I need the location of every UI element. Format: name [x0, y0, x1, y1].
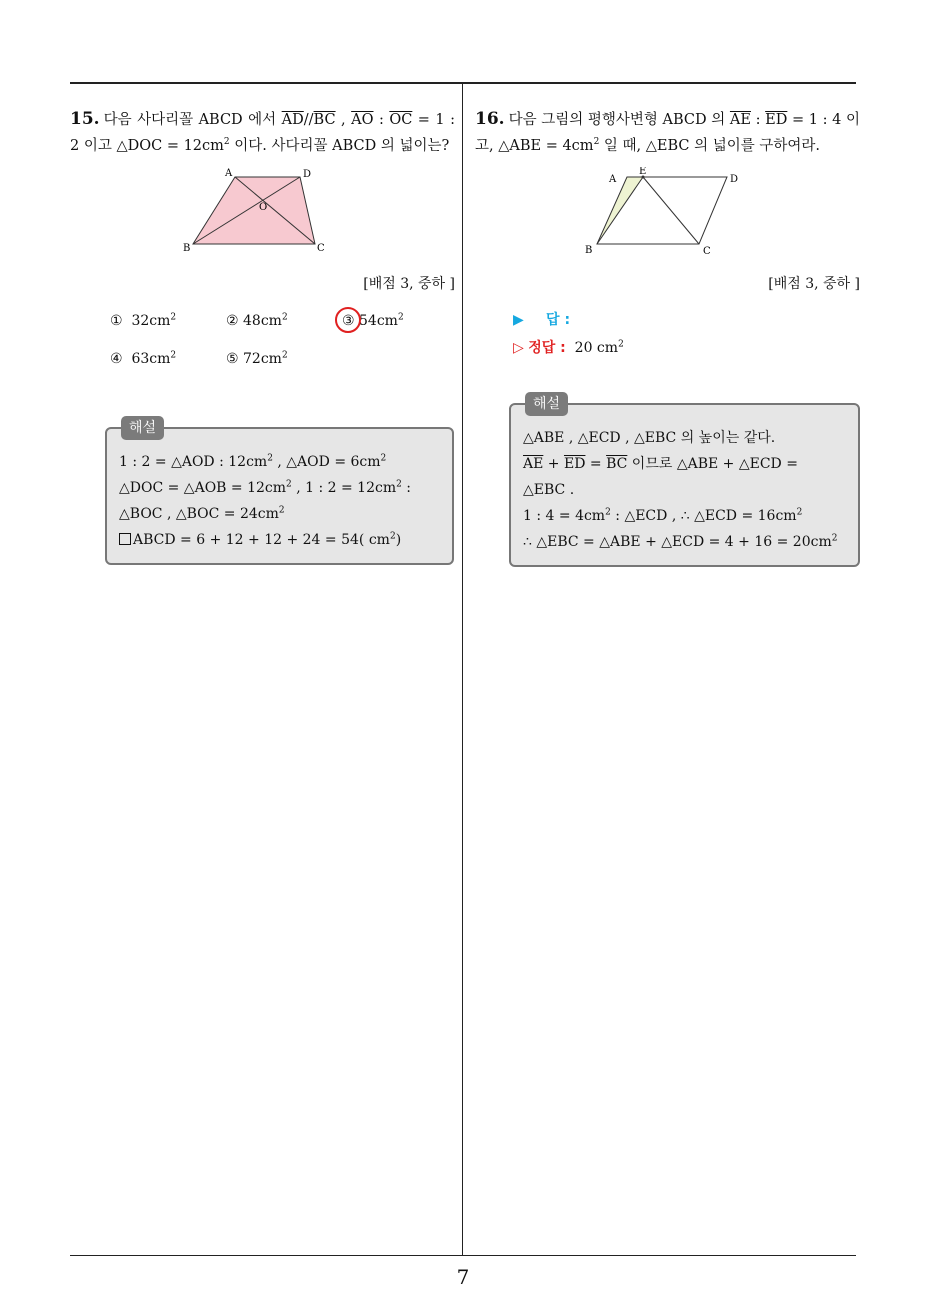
label-d: D: [730, 174, 739, 185]
trapezoid-figure: [183, 167, 343, 259]
question-number: 16.: [475, 109, 505, 129]
solution-box-15: [105, 420, 454, 565]
column-divider: [462, 83, 463, 1255]
label-a: A: [609, 174, 617, 185]
solution-line: △ABE , △ECD , △EBC 의 높이는 같다.: [523, 430, 776, 446]
answer-section: [475, 309, 860, 365]
solution-line: 1 : $4 = 4cm^2$ : △ECD , ∴ △ECD = $16cm^2$: [523, 507, 803, 524]
solution-line: △DOC = △AOB = $12cm^2$ , 1 : $2 = 12cm^2$ :: [119, 479, 411, 496]
label-c: C: [316, 243, 325, 254]
selected-circle-mark: [335, 307, 361, 333]
choice-1[interactable]: ① $32cm^2$: [110, 312, 177, 329]
segment-ae: $\overline{AE}$: [729, 112, 751, 128]
label-b: B: [585, 245, 593, 256]
label-o: O: [258, 202, 267, 213]
bottom-rule: [70, 1255, 856, 1256]
segment-eb: [597, 177, 643, 244]
solution-line: △BOC , △BOC = $24cm^2$: [119, 505, 285, 522]
question-15-text: 15. 다음 사다리꼴 ABCD 에서 $\overline{AD}//\overline{BC}$ , $\overline{AO}$ : $\overline{OC} = 1$ : 2 이고 △DOC = $12cm^2$ 이다. 사다리꼴 ABCD 의 넓이는?: [70, 109, 456, 154]
score-label: [배점 3, 중하 ]: [363, 276, 455, 292]
label-e: E: [639, 167, 647, 177]
label-b: B: [182, 243, 190, 254]
segment-ad: $\overline{AD}$: [281, 112, 304, 128]
solution-line: $\overline{AE} + \overline{ED} = \overline{BC}$ 이므로 △ABE + △ECD =: [523, 456, 798, 472]
page-number: 7: [456, 1265, 470, 1289]
segment-ao: $\overline{AO}$: [351, 112, 374, 128]
solution-line: ∴ △EBC = △ABE + △ECD = $4 + 16 = 20cm^2$: [523, 533, 838, 550]
answer-row: [513, 309, 860, 337]
choice-5[interactable]: ⑤ $72cm^2$: [226, 350, 288, 367]
solution-tag: 해설: [121, 416, 164, 440]
question-15: [70, 106, 455, 565]
segment-ec: [643, 177, 699, 244]
choice-2[interactable]: ② $48cm^2$: [226, 312, 288, 329]
choice-3[interactable]: ③ $54cm^2$: [342, 313, 404, 329]
square-icon: [119, 533, 131, 545]
solution-tag: 해설: [525, 392, 568, 416]
segment-bc: $\overline{BC}$: [313, 112, 336, 128]
top-rule: [70, 82, 856, 84]
correct-label: 정답 :: [528, 340, 566, 356]
correct-answer-row: [513, 337, 860, 365]
question-16: [475, 106, 860, 567]
answer-arrow-icon: ▶: [513, 312, 524, 328]
question-number: 15.: [70, 109, 100, 129]
answer-label: 답 :: [546, 312, 571, 328]
solution-line: ABCD = 6 + 12 + 12 + 24 = 54( $cm^2$): [119, 527, 440, 553]
question-16-text: 16. 다음 그림의 평행사변형 ABCD 의 $\overline{AE}$ : $\overline{ED} = 1$ : 4 이고, △ABE = $4cm^2$ 일 때, △EBC 의 넓이를 구하여라.: [475, 109, 860, 154]
choice-4[interactable]: ④ $63cm^2$: [110, 350, 177, 367]
trapezoid-shape: [193, 177, 315, 244]
label-d: D: [302, 169, 311, 180]
parallelogram-figure: [585, 167, 750, 259]
segment-oc: $\overline{OC}$: [389, 112, 413, 128]
score-label: [배점 3, 중하 ]: [768, 276, 860, 292]
answer-choices: [70, 313, 455, 403]
solution-line: 1 : 2 = △AOD : $12cm^2$ , △AOD = $6cm^2$: [119, 453, 387, 470]
label-c: C: [703, 246, 711, 257]
correct-arrow-icon: ▷: [513, 340, 524, 356]
solution-line: △EBC .: [523, 482, 575, 498]
correct-value: 20 $cm^2$: [574, 339, 624, 356]
label-a: A: [224, 168, 232, 179]
solution-box-16: [509, 396, 860, 567]
segment-ed: $\overline{ED}$: [765, 112, 788, 128]
